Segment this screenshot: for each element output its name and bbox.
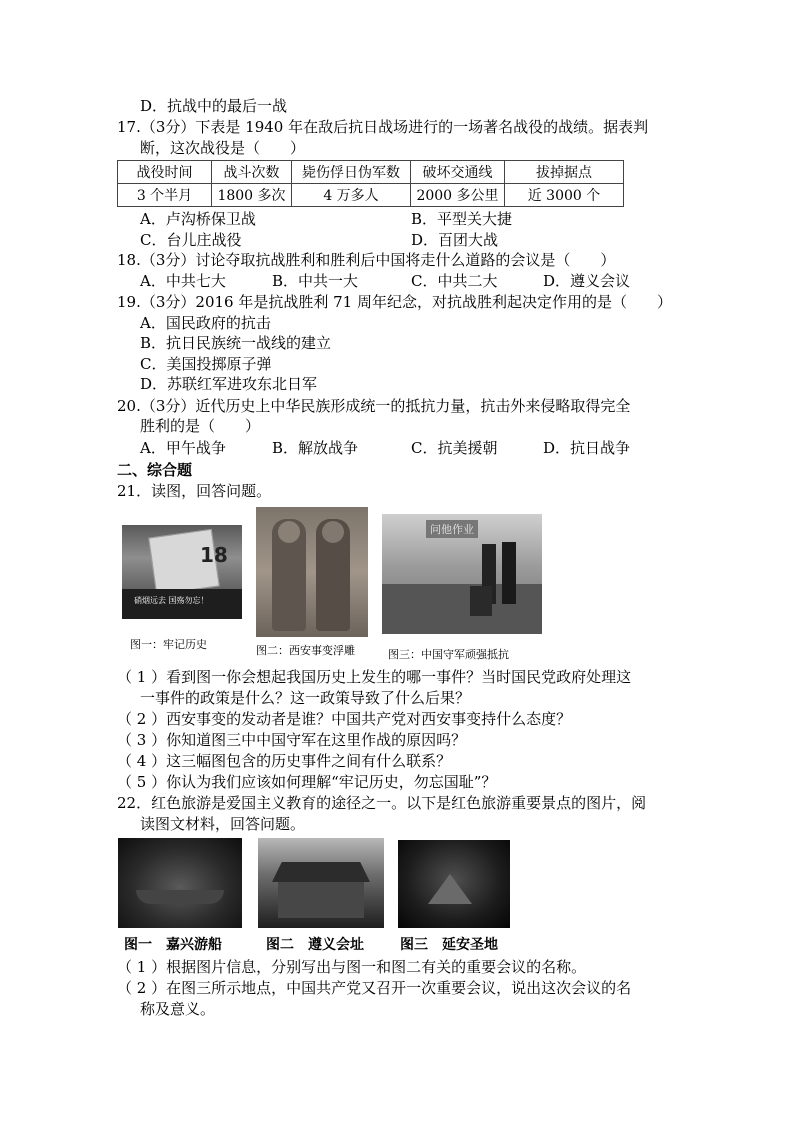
fig2-image (256, 507, 368, 637)
table-cell: 3 个半月 (118, 184, 212, 207)
table-header-cell: 战斗次数 (212, 161, 292, 184)
relief-head-left (278, 521, 300, 543)
q17-stem-line2: 断，这次战役是（ ） (140, 139, 306, 157)
q20-stem-line2: 胜利的是（ ） (140, 417, 261, 435)
q19-option-c: C．美国投掷原子弹 (140, 355, 272, 373)
table-cell: 2000 多公里 (411, 184, 505, 207)
wall-shape (382, 584, 542, 634)
boat-shape (136, 890, 224, 904)
q21-sub1-line1: （ 1 ）看到图一你会想起我国历史上发生的哪一事件？当时国民党政府处理这 (117, 668, 632, 686)
q22-fig3-image (398, 840, 510, 928)
table-header-row (118, 161, 624, 184)
table-cell: 1800 多次 (212, 184, 292, 207)
q19-stem: 19.（3分）2016 年是抗战胜利 71 周年纪念，对抗战胜利起决定作用的是（ ） (117, 293, 672, 311)
fig3-caption: 图三：中国守军顽强抵抗 (388, 648, 509, 661)
q20-option-b: B．解放战争 (272, 439, 359, 457)
q21-sub1-line2: 一事件的政策是什么？这一政策导致了什么后果？ (140, 689, 471, 707)
q22-sub2-line2: 称及意义。 (140, 1000, 216, 1018)
fig2-caption: 图二：西安事变浮雕 (256, 644, 355, 657)
q21-sub2: （ 2 ）西安事变的发动者是谁？中国共产党对西安事变持什么态度？ (117, 710, 572, 728)
pagoda-hill-shape (428, 874, 472, 904)
table-header-cell: 拔掉据点 (505, 161, 624, 184)
q20-option-d: D．抗日战争 (543, 439, 631, 457)
table-cell: 近 3000 个 (505, 184, 624, 207)
fig1-calendar-number: 18 (200, 543, 228, 567)
table-header-cell: 毙伤俘日伪军数 (292, 161, 411, 184)
q22-fig1-image (118, 838, 242, 928)
q18-stem: 18.（3分）讨论夺取抗战胜利和胜利后中国将走什么道路的会议是（ ） (117, 251, 616, 269)
relief-head-right (322, 521, 344, 543)
q20-option-c: C．抗美援朝 (411, 439, 498, 457)
soldier-shape-2 (502, 542, 516, 604)
q17-option-d: D．百团大战 (411, 231, 499, 249)
q19-option-b: B．抗日民族统一战线的建立 (140, 334, 332, 352)
section-title: 二、综合题 (117, 461, 193, 479)
q19-option-d: D．苏联红军进攻东北日军 (140, 375, 318, 393)
table-row (118, 184, 624, 207)
table-cell: 4 万多人 (292, 184, 411, 207)
building-shape (278, 882, 364, 918)
q18-option-b: B．中共一大 (272, 272, 359, 290)
q18-option-c: C．中共二大 (411, 272, 498, 290)
fig1-image (122, 525, 242, 619)
soldier-shape-3 (470, 586, 492, 616)
q18-option-a: A．中共七大 (140, 272, 226, 290)
q16-option-d: D．抗战中的最后一战 (140, 97, 288, 115)
table-header-cell: 破坏交通线 (411, 161, 505, 184)
q17-option-b: B．平型关大捷 (411, 210, 513, 228)
q17-stats-table (117, 160, 624, 207)
q21-sub3: （ 3 ）你知道图三中中国守军在这里作战的原因吗？ (117, 731, 467, 749)
q22-stem-line1: 22．红色旅游是爱国主义教育的途径之一。以下是红色旅游重要景点的图片，阅 (117, 794, 647, 812)
q20-option-a: A．甲午战争 (140, 439, 226, 457)
q22-fig2-image (258, 838, 384, 928)
fig1-caption: 图一：牢记历史 (130, 638, 207, 651)
q17-option-a: A．卢沟桥保卫战 (140, 210, 256, 228)
q18-option-d: D．遵义会议 (543, 272, 631, 290)
q22-fig3-caption: 图三 延安圣地 (400, 937, 498, 953)
q22-sub2-line1: （ 2 ）在图三所示地点，中国共产党又召开一次重要会议，说出这次会议的名 (117, 979, 632, 997)
q22-fig2-caption: 图二 遵义会址 (266, 937, 364, 953)
fig1-banner-text: 硝烟远去 国殇勿忘！ (134, 596, 209, 605)
fig3-watermark: 问他作业 (426, 520, 478, 538)
q21-sub4: （ 4 ）这三幅图包含的历史事件之间有什么联系？ (117, 752, 452, 770)
q22-stem-line2: 读图文材料，回答问题。 (140, 815, 306, 833)
roof-shape (272, 862, 370, 882)
q19-option-a: A．国民政府的抗击 (140, 314, 271, 332)
q17-option-c: C．台儿庄战役 (140, 231, 242, 249)
q20-stem-line1: 20.（3分）近代历史上中华民族形成统一的抵抗力量，抗击外来侵略取得完全 (117, 397, 631, 415)
table-header-cell: 战役时间 (118, 161, 212, 184)
fig3-image (382, 514, 542, 634)
q21-sub5: （ 5 ）你认为我们应该如何理解“牢记历史，勿忘国耻”？ (117, 773, 497, 791)
q22-fig1-caption: 图一 嘉兴游船 (124, 937, 222, 953)
q17-stem-line1: 17.（3分）下表是 1940 年在敌后抗日战场进行的一场著名战役的战绩。据表判 (117, 118, 649, 136)
q22-sub1: （ 1 ）根据图片信息，分别写出与图一和图二有关的重要会议的名称。 (117, 958, 587, 976)
q21-stem: 21．读图，回答问题。 (117, 482, 272, 500)
